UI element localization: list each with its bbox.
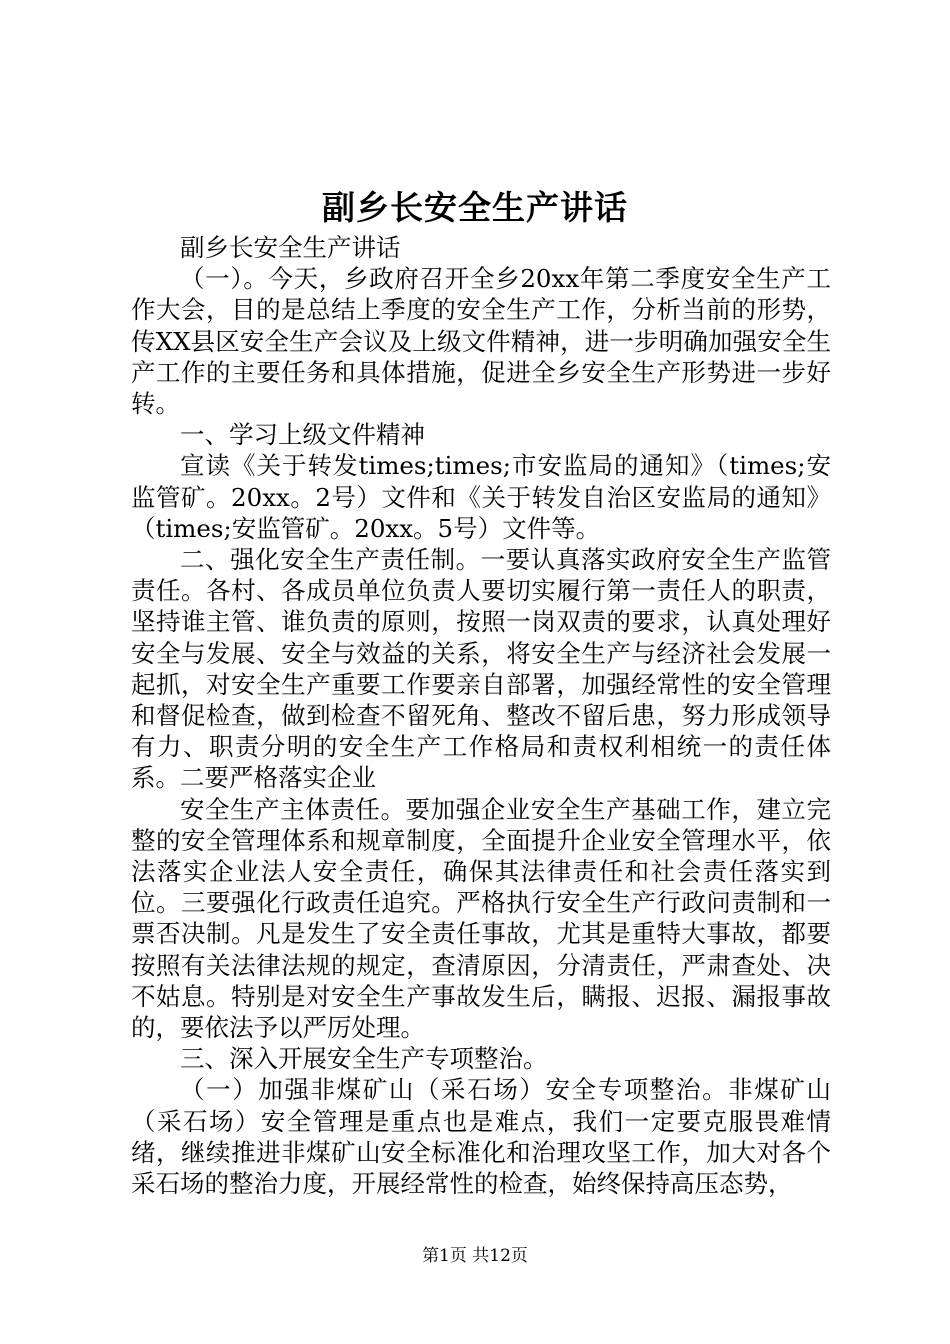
paragraph: 二、强化安全生产责任制。一要认真落实政府安全生产监管责任。各村、各成员单位负责人要切实履行第一责任人的职责，坚持谁主管、谁负责的原则，按照一岗双责的要求，认真处理好安全与发展、安全与效益的关系，将安全生产与经济社会发展一起抓，对安全生产重要工作要亲自部署，加强经常性的安全管理和督促检查，做到检查不留死角、整改不留后患，努力形成领导有力、职责分明的安全生产工作格局和责权利相统一的责任体系。二要严格落实企业 <box>131 545 831 793</box>
paragraph: 三、深入开展安全生产专项整治。 <box>180 1044 548 1074</box>
paragraph: （一）加强非煤矿山（采石场）安全专项整治。非煤矿山（采石场）安全管理是重点也是难点，我们一定要克服畏难情绪，继续推进非煤矿山安全标准化和治理攻坚工作，加大对各个采石场的整治力度，开展经常性的检查，始终保持高压态势， <box>131 1075 831 1199</box>
paragraph: 安全生产主体责任。要加强企业安全生产基础工作，建立完整的安全管理体系和规章制度，全面提升企业安全管理水平，依法落实企业法人安全责任，确保其法律责任和社会责任落实到位。三要强化行政责任追究。严格执行安全生产行政问责制和一票否决制。凡是发生了安全责任事故，尤其是重特大事故，都要按照有关法律法规的规定，查清原因，分清责任，严肃查处、决不姑息。特别是对安全生产事故发生后，瞒报、迟报、漏报事故的，要依法予以严厉处理。 <box>131 794 831 1043</box>
paragraph: （一）。今天，乡政府召开全乡20xx年第二季度安全生产工作大会，目的是总结上季度的安全生产工作，分析当前的形势，传XX县区安全生产会议及上级文件精神，进一步明确加强安全生产工作的主要任务和具体措施，促进全乡安全生产形势进一步好转。 <box>131 264 831 419</box>
paragraph: 副乡长安全生产讲话 <box>180 233 401 262</box>
paragraph: 一、学习上级文件精神 <box>180 420 425 450</box>
document-body <box>131 232 831 1199</box>
paragraph: 宣读《关于转发times;times;市安监局的通知》（times;安监管矿。20xx。2号）文件和《关于转发自治区安监局的通知》（times;安监管矿。20xx。5号）文件等。 <box>131 451 831 543</box>
page-number-footer: 第1页 共12页 <box>422 1246 528 1266</box>
document-title: 副乡长安全生产讲话 <box>322 188 628 227</box>
